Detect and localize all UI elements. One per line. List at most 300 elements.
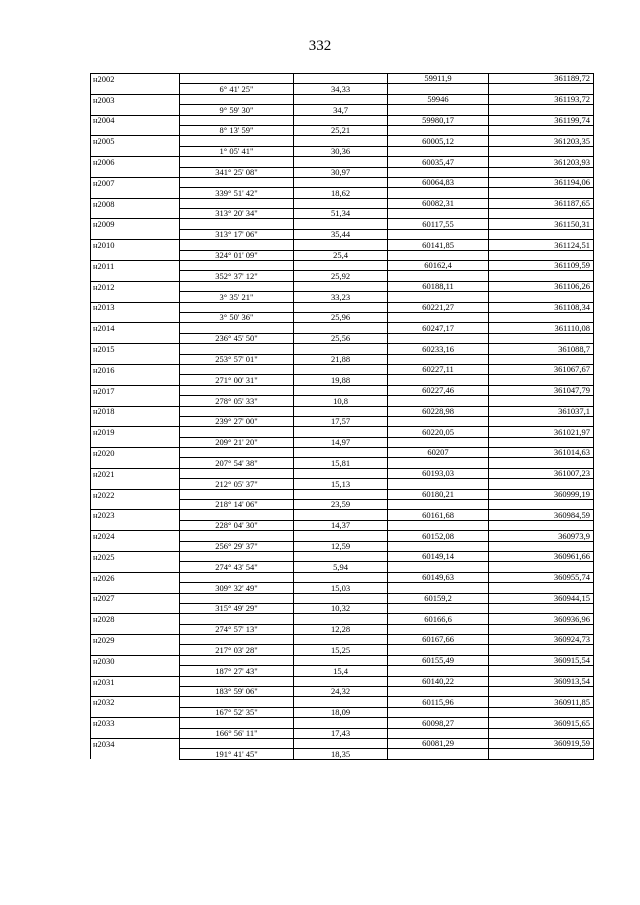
point-name: н2005 bbox=[91, 136, 180, 146]
point-name: н2023 bbox=[91, 510, 180, 520]
angle-cell bbox=[180, 427, 294, 437]
point-name: н2026 bbox=[91, 572, 180, 582]
distance-cell bbox=[294, 635, 388, 645]
y-coordinate-cell bbox=[489, 500, 594, 510]
y-coordinate-cell bbox=[489, 416, 594, 426]
point-name: н2018 bbox=[91, 406, 180, 416]
x-coordinate: 60155,49 bbox=[388, 655, 489, 665]
angle-cell bbox=[180, 572, 294, 582]
y-coordinate-cell bbox=[489, 209, 594, 219]
y-coordinate: 361106,26 bbox=[489, 281, 594, 291]
angle-cell bbox=[180, 655, 294, 665]
distance: 17,57 bbox=[294, 416, 388, 426]
point-row bbox=[91, 718, 594, 728]
distance-cell bbox=[294, 74, 388, 84]
distance: 14,37 bbox=[294, 520, 388, 530]
segment-row bbox=[91, 520, 594, 530]
angle-cell bbox=[180, 614, 294, 624]
direction-angle: 6° 41' 25" bbox=[180, 84, 294, 94]
distance-cell bbox=[294, 177, 388, 187]
point-row bbox=[91, 136, 594, 146]
point-row bbox=[91, 448, 594, 458]
point-name-cell bbox=[91, 375, 180, 385]
direction-angle: 274° 43' 54" bbox=[180, 562, 294, 572]
point-name-cell bbox=[91, 188, 180, 198]
direction-angle: 278° 05' 33" bbox=[180, 396, 294, 406]
point-name: н2031 bbox=[91, 676, 180, 686]
x-coordinate: 60141,85 bbox=[388, 240, 489, 250]
y-coordinate-cell bbox=[489, 749, 594, 759]
x-coordinate-cell bbox=[388, 520, 489, 530]
point-name-cell bbox=[91, 333, 180, 343]
point-name-cell bbox=[91, 125, 180, 135]
x-coordinate-cell bbox=[388, 312, 489, 322]
point-row bbox=[91, 406, 594, 416]
y-coordinate: 361067,67 bbox=[489, 364, 594, 374]
y-coordinate: 361110,08 bbox=[489, 323, 594, 333]
x-coordinate-cell bbox=[388, 84, 489, 94]
distance: 35,44 bbox=[294, 229, 388, 239]
x-coordinate-cell bbox=[388, 292, 489, 302]
distance: 34,33 bbox=[294, 84, 388, 94]
distance-cell bbox=[294, 198, 388, 208]
direction-angle: 212° 05' 37" bbox=[180, 479, 294, 489]
y-coordinate: 360984,59 bbox=[489, 510, 594, 520]
point-name: н2003 bbox=[91, 94, 180, 104]
y-coordinate: 360936,96 bbox=[489, 614, 594, 624]
distance-cell bbox=[294, 551, 388, 561]
x-coordinate: 59911,9 bbox=[388, 74, 489, 84]
y-coordinate-cell bbox=[489, 562, 594, 572]
y-coordinate: 361037,1 bbox=[489, 406, 594, 416]
point-name-cell bbox=[91, 645, 180, 655]
point-row bbox=[91, 261, 594, 271]
distance: 23,59 bbox=[294, 500, 388, 510]
segment-row bbox=[91, 666, 594, 676]
direction-angle: 218° 14' 06" bbox=[180, 500, 294, 510]
y-coordinate-cell bbox=[489, 624, 594, 634]
x-coordinate: 60162,4 bbox=[388, 261, 489, 271]
segment-row bbox=[91, 562, 594, 572]
angle-cell bbox=[180, 697, 294, 707]
segment-row bbox=[91, 84, 594, 94]
point-name: н2029 bbox=[91, 635, 180, 645]
angle-cell bbox=[180, 261, 294, 271]
point-name-cell bbox=[91, 146, 180, 156]
angle-cell bbox=[180, 448, 294, 458]
segment-row bbox=[91, 645, 594, 655]
x-coordinate-cell bbox=[388, 250, 489, 260]
x-coordinate-cell bbox=[388, 271, 489, 281]
point-row bbox=[91, 219, 594, 229]
point-name-cell bbox=[91, 562, 180, 572]
distance: 21,88 bbox=[294, 354, 388, 364]
y-coordinate-cell bbox=[489, 437, 594, 447]
point-row bbox=[91, 593, 594, 603]
y-coordinate-cell bbox=[489, 312, 594, 322]
point-name: н2010 bbox=[91, 240, 180, 250]
distance-cell bbox=[294, 406, 388, 416]
segment-row bbox=[91, 416, 594, 426]
angle-cell bbox=[180, 94, 294, 104]
distance-cell bbox=[294, 115, 388, 125]
x-coordinate: 60227,46 bbox=[388, 385, 489, 395]
y-coordinate: 360924,73 bbox=[489, 635, 594, 645]
point-name-cell bbox=[91, 292, 180, 302]
direction-angle: 183° 59' 06" bbox=[180, 687, 294, 697]
x-coordinate: 60152,08 bbox=[388, 531, 489, 541]
y-coordinate: 361108,34 bbox=[489, 302, 594, 312]
point-name: н2022 bbox=[91, 489, 180, 499]
distance: 15,4 bbox=[294, 666, 388, 676]
point-row bbox=[91, 94, 594, 104]
y-coordinate-cell bbox=[489, 271, 594, 281]
angle-cell bbox=[180, 115, 294, 125]
y-coordinate: 360915,65 bbox=[489, 718, 594, 728]
x-coordinate: 60064,83 bbox=[388, 177, 489, 187]
point-name-cell bbox=[91, 105, 180, 115]
point-name: н2007 bbox=[91, 177, 180, 187]
point-name-cell bbox=[91, 271, 180, 281]
y-coordinate-cell bbox=[489, 167, 594, 177]
x-coordinate: 60233,16 bbox=[388, 344, 489, 354]
distance: 24,32 bbox=[294, 687, 388, 697]
distance-cell bbox=[294, 697, 388, 707]
x-coordinate: 60115,96 bbox=[388, 697, 489, 707]
x-coordinate: 60188,11 bbox=[388, 281, 489, 291]
x-coordinate: 60180,21 bbox=[388, 489, 489, 499]
segment-row bbox=[91, 209, 594, 219]
x-coordinate-cell bbox=[388, 707, 489, 717]
segment-row bbox=[91, 687, 594, 697]
distance: 18,62 bbox=[294, 188, 388, 198]
distance-cell bbox=[294, 655, 388, 665]
x-coordinate-cell bbox=[388, 416, 489, 426]
distance: 5,94 bbox=[294, 562, 388, 572]
point-row bbox=[91, 676, 594, 686]
segment-row bbox=[91, 437, 594, 447]
point-name-cell bbox=[91, 541, 180, 551]
direction-angle: 166° 56' 11" bbox=[180, 728, 294, 738]
direction-angle: 167° 52' 35" bbox=[180, 707, 294, 717]
point-name-cell bbox=[91, 728, 180, 738]
distance: 15,81 bbox=[294, 458, 388, 468]
point-name-cell bbox=[91, 458, 180, 468]
x-coordinate-cell bbox=[388, 105, 489, 115]
point-name: н2024 bbox=[91, 531, 180, 541]
coordinates-table-body bbox=[91, 74, 594, 760]
segment-row bbox=[91, 312, 594, 322]
x-coordinate: 60035,47 bbox=[388, 157, 489, 167]
y-coordinate-cell bbox=[489, 375, 594, 385]
direction-angle: 3° 35' 21" bbox=[180, 292, 294, 302]
y-coordinate: 361007,23 bbox=[489, 468, 594, 478]
direction-angle: 313° 20' 34" bbox=[180, 209, 294, 219]
point-name-cell bbox=[91, 354, 180, 364]
point-row bbox=[91, 572, 594, 582]
angle-cell bbox=[180, 177, 294, 187]
distance-cell bbox=[294, 364, 388, 374]
direction-angle: 253° 57' 01" bbox=[180, 354, 294, 364]
page-number: 332 bbox=[308, 38, 332, 54]
point-name-cell bbox=[91, 437, 180, 447]
point-name: н2013 bbox=[91, 302, 180, 312]
x-coordinate: 60149,63 bbox=[388, 572, 489, 582]
point-row bbox=[91, 364, 594, 374]
y-coordinate: 360955,74 bbox=[489, 572, 594, 582]
distance: 15,25 bbox=[294, 645, 388, 655]
y-coordinate: 361189,72 bbox=[489, 74, 594, 84]
point-row bbox=[91, 697, 594, 707]
segment-row bbox=[91, 105, 594, 115]
y-coordinate-cell bbox=[489, 541, 594, 551]
direction-angle: 187° 27' 43" bbox=[180, 666, 294, 676]
direction-angle: 191° 41' 45" bbox=[180, 749, 294, 759]
x-coordinate: 60228,98 bbox=[388, 406, 489, 416]
x-coordinate-cell bbox=[388, 437, 489, 447]
point-row bbox=[91, 635, 594, 645]
y-coordinate: 361193,72 bbox=[489, 94, 594, 104]
segment-row bbox=[91, 333, 594, 343]
point-name: н2034 bbox=[91, 739, 180, 749]
x-coordinate-cell bbox=[388, 541, 489, 551]
direction-angle: 3° 50' 36" bbox=[180, 312, 294, 322]
segment-row bbox=[91, 354, 594, 364]
distance-cell bbox=[294, 427, 388, 437]
angle-cell bbox=[180, 198, 294, 208]
direction-angle: 207° 54' 38" bbox=[180, 458, 294, 468]
y-coordinate: 361150,31 bbox=[489, 219, 594, 229]
x-coordinate-cell bbox=[388, 333, 489, 343]
distance: 12,59 bbox=[294, 541, 388, 551]
segment-row bbox=[91, 250, 594, 260]
point-name: н2020 bbox=[91, 448, 180, 458]
x-coordinate: 60193,03 bbox=[388, 468, 489, 478]
distance-cell bbox=[294, 468, 388, 478]
angle-cell bbox=[180, 157, 294, 167]
point-row bbox=[91, 74, 594, 84]
distance: 51,34 bbox=[294, 209, 388, 219]
point-name: н2032 bbox=[91, 697, 180, 707]
angle-cell bbox=[180, 219, 294, 229]
x-coordinate-cell bbox=[388, 749, 489, 759]
direction-angle: 352° 37' 12" bbox=[180, 271, 294, 281]
segment-row bbox=[91, 146, 594, 156]
distance-cell bbox=[294, 531, 388, 541]
angle-cell bbox=[180, 302, 294, 312]
distance: 33,23 bbox=[294, 292, 388, 302]
x-coordinate: 60149,14 bbox=[388, 551, 489, 561]
x-coordinate: 60117,55 bbox=[388, 219, 489, 229]
x-coordinate-cell bbox=[388, 562, 489, 572]
direction-angle: 217° 03' 28" bbox=[180, 645, 294, 655]
segment-row bbox=[91, 188, 594, 198]
point-row bbox=[91, 614, 594, 624]
x-coordinate: 60166,6 bbox=[388, 614, 489, 624]
x-coordinate-cell bbox=[388, 125, 489, 135]
direction-angle: 236° 45' 50" bbox=[180, 333, 294, 343]
point-row bbox=[91, 302, 594, 312]
segment-row bbox=[91, 479, 594, 489]
point-row bbox=[91, 468, 594, 478]
direction-angle: 315° 49' 29" bbox=[180, 603, 294, 613]
point-name-cell bbox=[91, 209, 180, 219]
distance: 12,28 bbox=[294, 624, 388, 634]
distance-cell bbox=[294, 240, 388, 250]
distance-cell bbox=[294, 572, 388, 582]
segment-row bbox=[91, 624, 594, 634]
x-coordinate-cell bbox=[388, 375, 489, 385]
distance-cell bbox=[294, 323, 388, 333]
direction-angle: 8° 13' 59" bbox=[180, 125, 294, 135]
x-coordinate-cell bbox=[388, 167, 489, 177]
x-coordinate-cell bbox=[388, 583, 489, 593]
y-coordinate-cell bbox=[489, 84, 594, 94]
distance-cell bbox=[294, 739, 388, 749]
y-coordinate-cell bbox=[489, 105, 594, 115]
distance: 30,97 bbox=[294, 167, 388, 177]
point-name: н2028 bbox=[91, 614, 180, 624]
angle-cell bbox=[180, 240, 294, 250]
direction-angle: 256° 29' 37" bbox=[180, 541, 294, 551]
x-coordinate-cell bbox=[388, 687, 489, 697]
y-coordinate: 361203,35 bbox=[489, 136, 594, 146]
distance: 25,56 bbox=[294, 333, 388, 343]
angle-cell bbox=[180, 489, 294, 499]
y-coordinate-cell bbox=[489, 458, 594, 468]
x-coordinate-cell bbox=[388, 146, 489, 156]
direction-angle: 339° 51' 42" bbox=[180, 188, 294, 198]
x-coordinate-cell bbox=[388, 229, 489, 239]
point-row bbox=[91, 281, 594, 291]
y-coordinate-cell bbox=[489, 687, 594, 697]
x-coordinate-cell bbox=[388, 624, 489, 634]
point-name-cell bbox=[91, 520, 180, 530]
point-name-cell bbox=[91, 250, 180, 260]
angle-cell bbox=[180, 385, 294, 395]
x-coordinate-cell bbox=[388, 728, 489, 738]
distance-cell bbox=[294, 94, 388, 104]
y-coordinate-cell bbox=[489, 146, 594, 156]
y-coordinate-cell bbox=[489, 645, 594, 655]
segment-row bbox=[91, 749, 594, 759]
y-coordinate: 360919,59 bbox=[489, 739, 594, 749]
point-name-cell bbox=[91, 749, 180, 759]
y-coordinate: 361014,63 bbox=[489, 448, 594, 458]
distance-cell bbox=[294, 136, 388, 146]
y-coordinate: 360913,54 bbox=[489, 676, 594, 686]
x-coordinate-cell bbox=[388, 188, 489, 198]
point-name: н2025 bbox=[91, 551, 180, 561]
y-coordinate: 360915,54 bbox=[489, 655, 594, 665]
segment-row bbox=[91, 728, 594, 738]
y-coordinate: 361199,74 bbox=[489, 115, 594, 125]
distance-cell bbox=[294, 344, 388, 354]
point-name: н2030 bbox=[91, 655, 180, 665]
y-coordinate: 360911,85 bbox=[489, 697, 594, 707]
point-name: н2019 bbox=[91, 427, 180, 437]
point-row bbox=[91, 385, 594, 395]
y-coordinate-cell bbox=[489, 666, 594, 676]
point-name: н2002 bbox=[91, 74, 180, 84]
x-coordinate: 60082,31 bbox=[388, 198, 489, 208]
y-coordinate: 361124,51 bbox=[489, 240, 594, 250]
x-coordinate: 60227,11 bbox=[388, 364, 489, 374]
x-coordinate: 60207 bbox=[388, 448, 489, 458]
angle-cell bbox=[180, 344, 294, 354]
angle-cell bbox=[180, 739, 294, 749]
y-coordinate-cell bbox=[489, 520, 594, 530]
point-row bbox=[91, 177, 594, 187]
point-name-cell bbox=[91, 416, 180, 426]
point-name: н2009 bbox=[91, 219, 180, 229]
distance: 15,13 bbox=[294, 479, 388, 489]
y-coordinate: 361047,79 bbox=[489, 385, 594, 395]
y-coordinate-cell bbox=[489, 707, 594, 717]
angle-cell bbox=[180, 406, 294, 416]
distance: 25,21 bbox=[294, 125, 388, 135]
point-name: н2017 bbox=[91, 385, 180, 395]
distance: 10,8 bbox=[294, 396, 388, 406]
distance-cell bbox=[294, 157, 388, 167]
direction-angle: 341° 25' 08" bbox=[180, 167, 294, 177]
point-row bbox=[91, 551, 594, 561]
direction-angle: 309° 32' 49" bbox=[180, 583, 294, 593]
distance: 19,88 bbox=[294, 375, 388, 385]
distance: 25,4 bbox=[294, 250, 388, 260]
direction-angle: 271° 00' 31" bbox=[180, 375, 294, 385]
direction-angle: 228° 04' 30" bbox=[180, 520, 294, 530]
x-coordinate-cell bbox=[388, 396, 489, 406]
x-coordinate: 59980,17 bbox=[388, 115, 489, 125]
direction-angle: 324° 01' 09" bbox=[180, 250, 294, 260]
point-name-cell bbox=[91, 167, 180, 177]
point-name-cell bbox=[91, 583, 180, 593]
x-coordinate: 60247,17 bbox=[388, 323, 489, 333]
point-name: н2016 bbox=[91, 364, 180, 374]
y-coordinate: 361109,59 bbox=[489, 261, 594, 271]
point-name-cell bbox=[91, 312, 180, 322]
x-coordinate: 60140,22 bbox=[388, 676, 489, 686]
y-coordinate-cell bbox=[489, 354, 594, 364]
y-coordinate: 361203,93 bbox=[489, 157, 594, 167]
y-coordinate-cell bbox=[489, 292, 594, 302]
angle-cell bbox=[180, 364, 294, 374]
distance: 18,09 bbox=[294, 707, 388, 717]
segment-row bbox=[91, 375, 594, 385]
y-coordinate-cell bbox=[489, 125, 594, 135]
angle-cell bbox=[180, 718, 294, 728]
segment-row bbox=[91, 292, 594, 302]
angle-cell bbox=[180, 593, 294, 603]
point-name: н2033 bbox=[91, 718, 180, 728]
point-row bbox=[91, 655, 594, 665]
y-coordinate-cell bbox=[489, 229, 594, 239]
direction-angle: 1° 05' 41" bbox=[180, 146, 294, 156]
y-coordinate: 360961,66 bbox=[489, 551, 594, 561]
segment-row bbox=[91, 271, 594, 281]
direction-angle: 313° 17' 06" bbox=[180, 229, 294, 239]
y-coordinate: 361021,97 bbox=[489, 427, 594, 437]
x-coordinate: 59946 bbox=[388, 94, 489, 104]
x-coordinate: 60220,05 bbox=[388, 427, 489, 437]
point-row bbox=[91, 198, 594, 208]
point-row bbox=[91, 157, 594, 167]
distance-cell bbox=[294, 219, 388, 229]
point-row bbox=[91, 489, 594, 499]
point-row bbox=[91, 739, 594, 749]
direction-angle: 239° 27' 00" bbox=[180, 416, 294, 426]
